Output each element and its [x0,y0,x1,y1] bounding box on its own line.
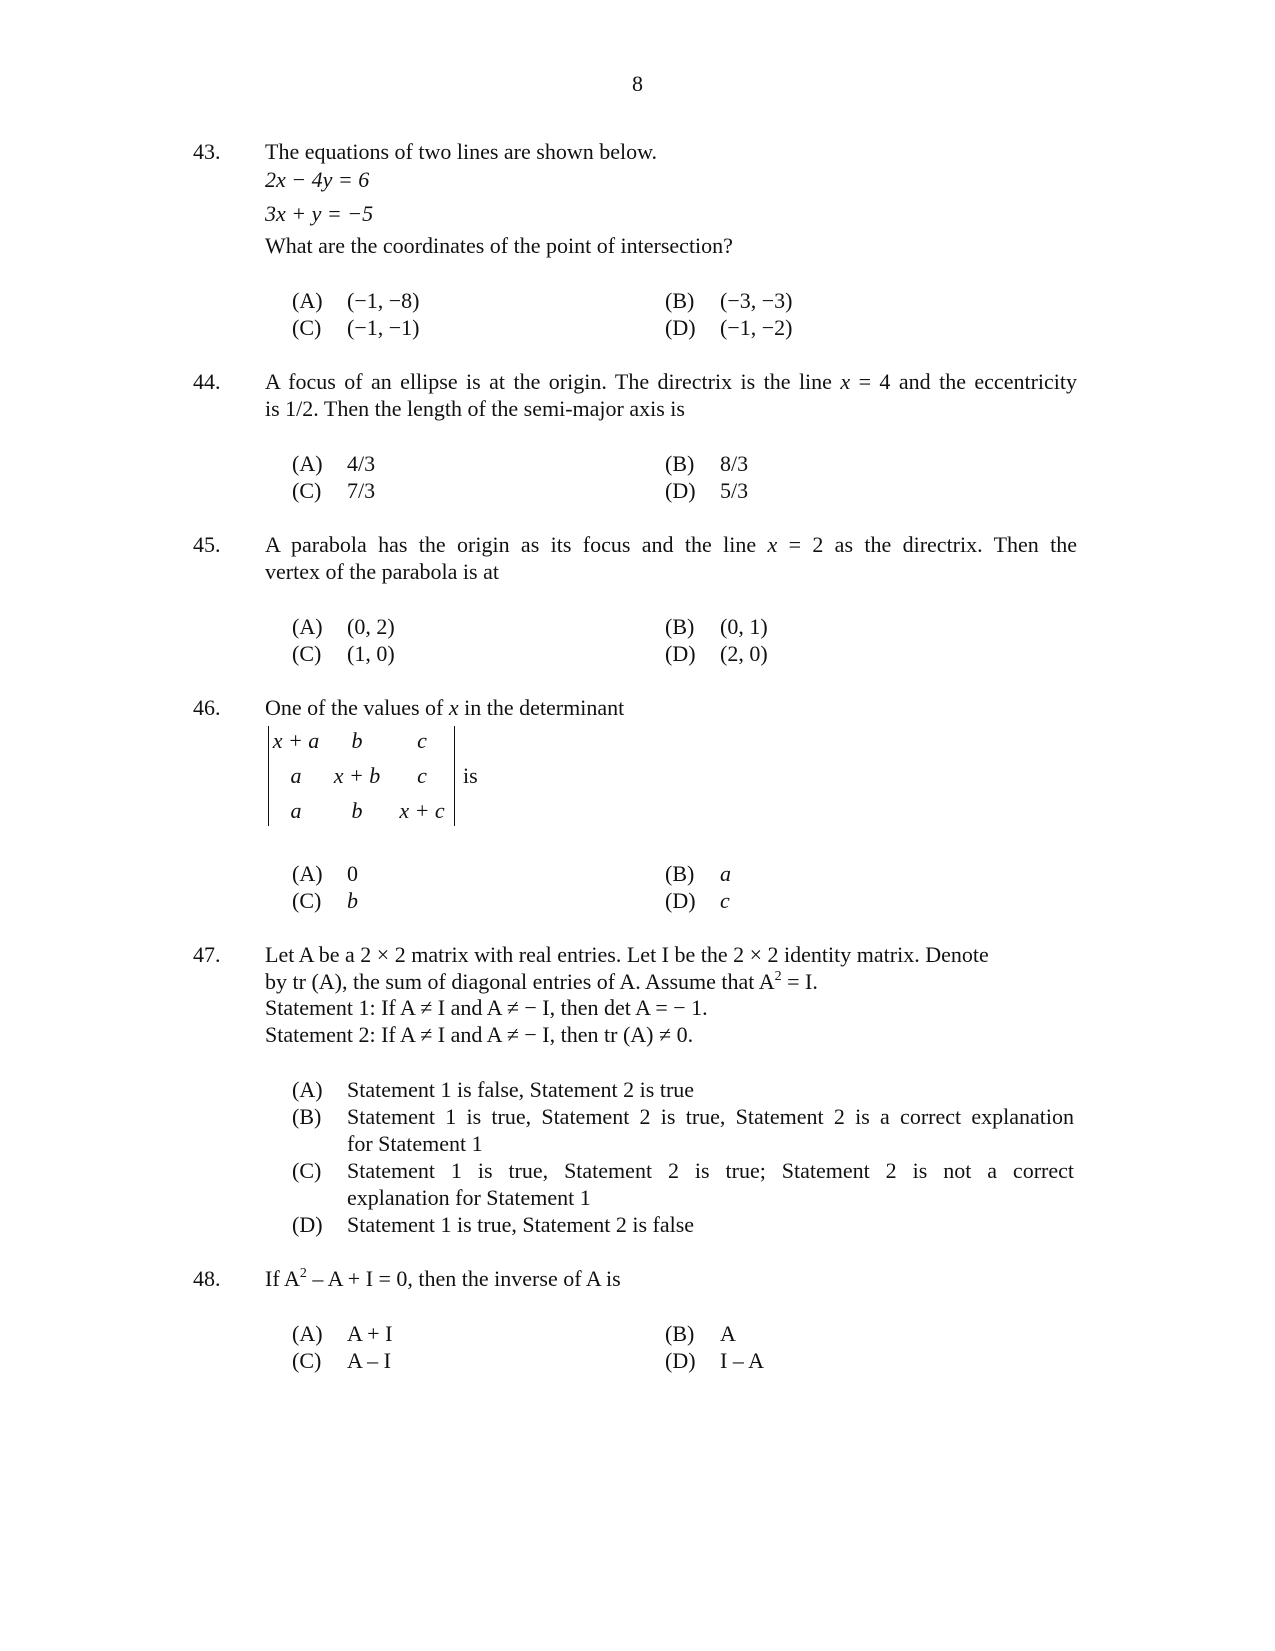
question-44-option-b[interactable] [665,450,748,477]
option-label: (C) [292,641,322,666]
option-label: (D) [665,888,696,913]
option-label: (C) [292,478,322,503]
option-text-line-1: Statement 1 is true, Statement 2 is true, Statement 2 is a correct explanation [347,1104,1074,1129]
option-text: (−1, −2) [720,315,793,340]
question-46-option-d[interactable] [665,887,730,914]
option-text: (0, 1) [720,614,768,639]
option-text-line-1: Statement 1 is true, Statement 2 is true; Statement 2 is not a correct [347,1158,1074,1183]
question-46-number: 46. [193,695,221,720]
question-46-option-b[interactable] [665,860,731,887]
question-48-number: 48. [193,1266,221,1291]
question-47-option-d[interactable] [292,1211,1074,1238]
matrix-cell: b [351,798,363,823]
option-text: I – A [720,1348,764,1373]
option-label: (D) [665,1348,696,1373]
question-45-option-d[interactable] [665,640,768,667]
option-text: c [720,888,730,913]
option-label: (B) [665,1321,695,1346]
option-label: (A) [292,861,323,886]
option-text: (1, 0) [347,641,395,666]
matrix-cell: x + a [272,728,320,753]
question-48-option-d[interactable] [665,1347,764,1374]
matrix-cell: x + c [399,798,445,823]
matrix-cell: b [351,728,363,753]
determinant-matrix [268,726,455,826]
option-label: (B) [665,288,695,313]
matrix-cell: x + b [333,763,381,788]
matrix-cell: c [417,763,427,788]
question-45-option-c[interactable] [292,640,395,667]
question-46-text: One of the values of x in the determinant [265,695,625,720]
option-label: (D) [665,315,696,340]
question-48-text: If $A^2 - A + I = 0$, then the inverse of A is [265,1266,621,1291]
option-text: 0 [347,861,358,886]
option-text: 5/3 [720,478,749,503]
question-44-option-d[interactable] [665,477,748,504]
question-47-option-b[interactable] [292,1103,1074,1130]
option-label: (A) [292,1321,323,1346]
option-label: (B) [665,451,695,476]
question-48-option-b[interactable] [665,1320,736,1347]
matrix-cell: a [290,798,302,823]
question-45-text-line-2: vertex of the parabola is at [265,559,499,584]
page-number: 8 [632,71,643,96]
option-text: b [347,888,358,913]
question-45-option-a[interactable] [292,613,395,640]
option-text: (0, 2) [347,614,395,639]
question-47-number: 47. [193,942,221,967]
question-47-option-c[interactable] [292,1157,1074,1184]
option-text: a [720,861,731,886]
option-label: (C) [292,315,322,340]
option-label: (B) [292,1104,322,1129]
option-label: (D) [665,478,696,503]
option-label: (C) [292,888,322,913]
question-43-number: 43. [193,139,221,164]
question-44-option-c[interactable] [292,477,375,504]
question-48-option-a[interactable] [292,1320,392,1347]
question-45-number: 45. [193,532,221,557]
question-47-statement-2: Statement 2: If A ≠ I and A ≠ − I, then tr (A) ≠ 0. [265,1022,694,1047]
option-label: (A) [292,288,323,313]
question-46-option-a[interactable] [292,860,358,887]
option-label: (B) [665,861,695,886]
question-48-option-c[interactable] [292,1347,391,1374]
question-44-text-line-1: A focus of an ellipse is at the origin. The directrix is the line x = 4 and the eccentricity [265,369,1077,394]
question-45-text-line-1: A parabola has the origin as its focus and the line x = 2 as the directrix. Then the [265,532,1078,557]
option-text: A – I [347,1348,391,1373]
option-text: (−1, −1) [347,315,420,340]
question-45-option-b[interactable] [665,613,768,640]
question-43-equation-2: 3x + y = −5 [265,201,374,226]
matrix-cell: c [417,728,427,753]
question-47-text-line-1: Let A be a 2 × 2 matrix with real entries. Let I be the 2 × 2 identity matrix. Denote [265,942,989,967]
question-46-option-c[interactable] [292,887,358,914]
option-text: (−3, −3) [720,288,793,313]
option-text: (2, 0) [720,641,768,666]
option-text: Statement 1 is false, Statement 2 is true [347,1077,695,1102]
option-text: Statement 1 is true, Statement 2 is false [347,1212,695,1237]
option-label: (D) [665,641,696,666]
option-label: (D) [292,1212,323,1237]
option-text: A + I [347,1321,393,1346]
option-text: 7/3 [347,478,376,503]
question-47-text-line-2: by tr (A), the sum of diagonal entries of A. Assume that $A^2 = I$. [265,969,818,994]
question-43-option-d[interactable] [665,314,792,341]
option-label: (B) [665,614,695,639]
question-44-number: 44. [193,369,221,394]
matrix-cell: a [290,763,302,788]
option-label: (A) [292,614,323,639]
question-43-prompt: What are the coordinates of the point of intersection? [265,233,733,258]
option-text: 8/3 [720,451,749,476]
question-47-option-b-continued: for Statement 1 [347,1131,483,1156]
option-label: (C) [292,1348,322,1373]
determinant-suffix: is [463,763,478,788]
question-47-option-a[interactable] [292,1076,1074,1103]
question-43-text: The equations of two lines are shown below. [265,139,658,164]
question-47-statement-1: Statement 1: If A ≠ I and A ≠ − I, then det A = − 1. [265,995,708,1020]
question-47-option-c-continued: explanation for Statement 1 [347,1185,591,1210]
question-44-option-a[interactable] [292,450,375,477]
question-43-option-a[interactable] [292,287,419,314]
option-text: (−1, −8) [347,288,420,313]
option-label: (A) [292,451,323,476]
option-label: (C) [292,1158,322,1183]
question-43-equation-1: 2x − 4y = 6 [265,167,370,192]
question-44-text-line-2: is 1/2. Then the length of the semi-major axis is [265,396,685,421]
question-43-option-c[interactable] [292,314,419,341]
question-43-option-b[interactable] [665,287,792,314]
option-text: 4/3 [347,451,376,476]
option-text: A [720,1321,736,1346]
option-label: (A) [292,1077,323,1102]
